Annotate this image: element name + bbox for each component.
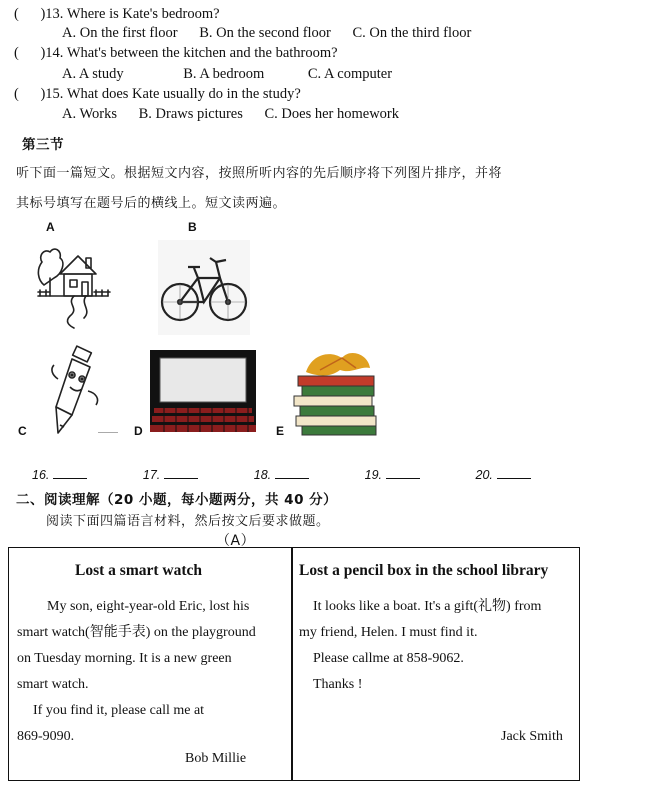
- answer-19[interactable]: 19.: [365, 468, 446, 482]
- answer-17[interactable]: 17.: [143, 468, 224, 482]
- notice-right-title: Lost a pencil box in the school library: [299, 562, 549, 579]
- notice-left-signature: Bob Millie: [185, 751, 247, 766]
- notice-right-line: It looks like a boat. It's a gift(礼物) from: [313, 599, 542, 614]
- question-15: [14, 86, 301, 103]
- cinema-screen-icon: [150, 350, 256, 432]
- option-b: B. On the second floor: [199, 25, 331, 41]
- option-b: B. Draws pictures: [138, 106, 243, 122]
- answer-18[interactable]: 18.: [254, 468, 335, 482]
- question-text: What's between the kitchen and the bathroom?: [66, 45, 338, 61]
- instruction-line-2: 其标号填写在题号后的横线上。短文读两遍。: [16, 196, 287, 211]
- notice-left-line: on Tuesday morning. It is a new green: [17, 651, 232, 666]
- option-c: C. Does her homework: [264, 106, 400, 122]
- answer-blanks: [32, 466, 583, 482]
- instruction-line-1: 听下面一篇短文。根据短文内容，按照所听内容的先后顺序将下列图片排序，并将: [16, 166, 503, 181]
- option-a: A. Works: [62, 106, 117, 122]
- option-c: C. A computer: [307, 66, 393, 82]
- picture-label-e: E: [276, 424, 285, 438]
- answer-paren[interactable]: (: [14, 6, 19, 22]
- notice-left-line: smart watch.: [17, 677, 89, 692]
- option-a: A. On the first floor: [62, 25, 178, 41]
- notice-table: [8, 547, 580, 781]
- picture-label-a: A: [46, 220, 55, 234]
- question-13-options: [62, 25, 489, 42]
- house-icon: [30, 240, 115, 330]
- option-c: C. On the third floor: [352, 25, 472, 41]
- notice-left-line: smart watch(智能手表) on the playground: [17, 625, 256, 640]
- question-13: [14, 6, 220, 23]
- answer-paren[interactable]: (: [14, 45, 19, 61]
- books-icon: [290, 348, 382, 436]
- question-14-options: [62, 66, 410, 83]
- notice-left-title: Lost a smart watch: [75, 562, 202, 579]
- answer-16[interactable]: 16.: [32, 468, 113, 482]
- notice-right-line: Thanks !: [313, 677, 363, 692]
- notice-right-line: Please callme at 858-9062.: [313, 651, 464, 666]
- question-number: )13.: [40, 6, 64, 22]
- notice-left-line: 869-9090.: [17, 729, 75, 744]
- question-number: )14.: [40, 45, 64, 61]
- answer-paren[interactable]: (: [14, 86, 19, 102]
- notice-left-line: If you find it, please call me at: [33, 703, 205, 718]
- picture-label-d: D: [134, 424, 143, 438]
- picture-label-b: B: [188, 220, 197, 234]
- part-2-heading: 二、阅读理解（20 小题，每小题两分，共 40 分）: [16, 492, 338, 508]
- answer-20[interactable]: 20.: [476, 468, 557, 482]
- question-14: [14, 45, 338, 62]
- pencil-icon: [44, 345, 110, 437]
- bicycle-icon: [158, 240, 250, 335]
- part-2-instruction: 阅读下面四篇语言材料，然后按文后要求做题。: [46, 514, 330, 529]
- passage-label: （A）: [216, 533, 256, 549]
- notice-left-line: My son, eight-year-old Eric, lost his: [47, 599, 250, 614]
- notice-right-line: my friend, Helen. I must find it.: [299, 625, 478, 640]
- option-a: A. A study: [62, 66, 124, 82]
- question-text: Where is Kate's bedroom?: [66, 6, 220, 22]
- question-text: What does Kate usually do in the study?: [66, 86, 301, 102]
- option-b: B. A bedroom: [183, 66, 265, 82]
- question-15-options: [62, 106, 417, 123]
- picture-label-c: C: [18, 424, 27, 438]
- section-heading: 第三节: [22, 137, 64, 153]
- table-divider: [291, 548, 293, 780]
- question-number: )15.: [40, 86, 64, 102]
- divider-line: [98, 432, 118, 433]
- notice-right-signature: Jack Smith: [501, 729, 563, 744]
